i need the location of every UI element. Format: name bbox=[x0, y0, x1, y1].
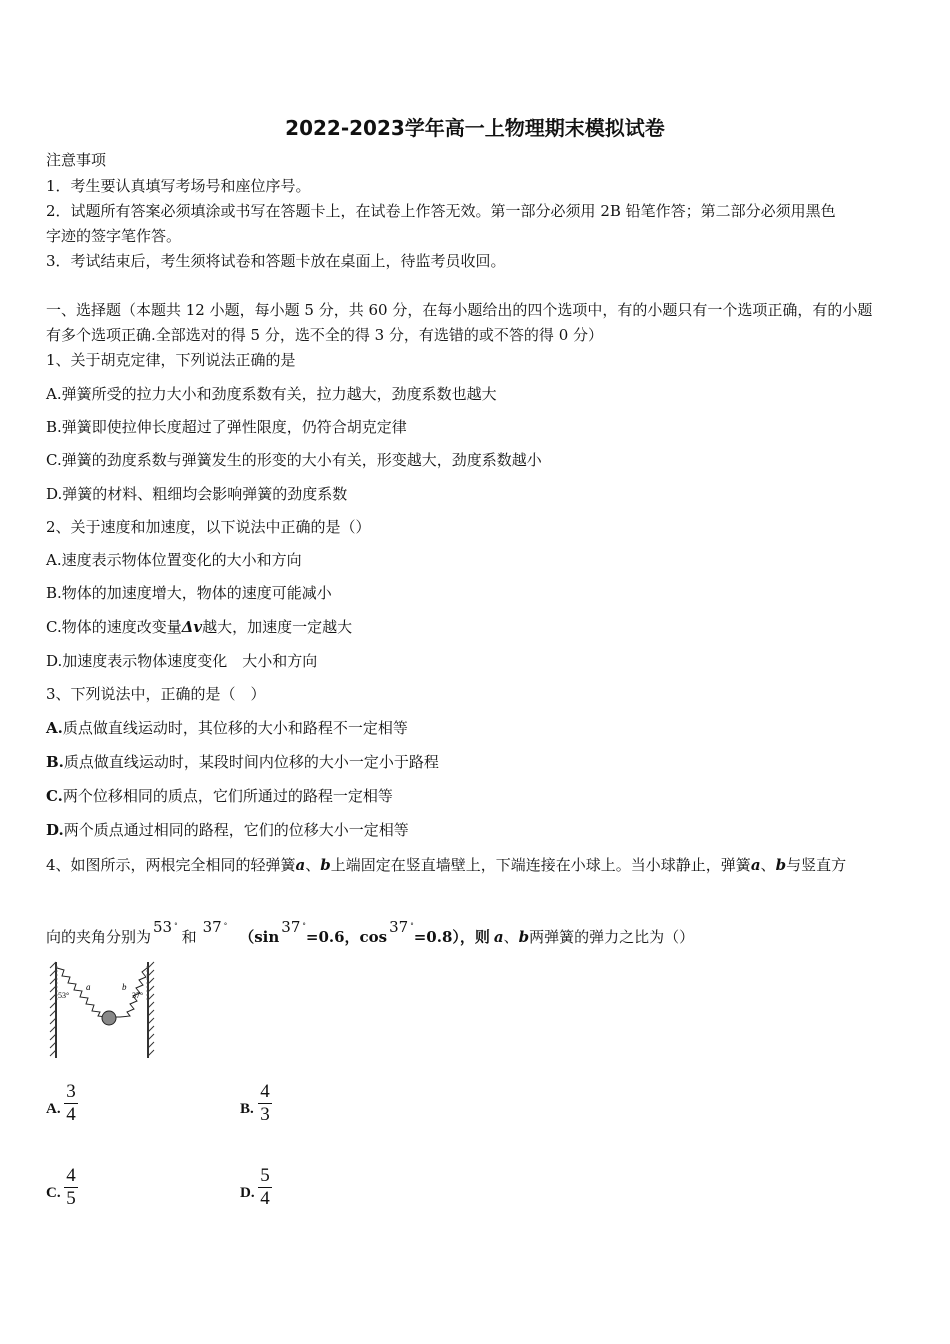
q2-option-c: C.物体的速度改变量Δv越大，加速度一定越大 bbox=[46, 618, 353, 636]
q2-option-a: A.速度表示物体位置变化的大小和方向 bbox=[46, 551, 302, 569]
q4-stem-line1: 4、如图所示，两根完全相同的轻弹簧a、b上端固定在竖直墙壁上，下端连接在小球上。当小球静止，弹簧a、b与竖直方 bbox=[46, 856, 847, 874]
ball bbox=[102, 1011, 116, 1025]
q4-option-d: D. $\frac{5}{4}$ bbox=[240, 1182, 300, 1202]
left-wall bbox=[50, 962, 56, 1058]
q4-option-a: A. $\frac{3}{4}$ bbox=[46, 1098, 106, 1118]
notice-item-3: 3．考试结束后，考生须将试卷和答题卡放在桌面上，待监考员收回。 bbox=[46, 252, 506, 270]
section-intro-line1: 一、选择题（本题共 12 小题，每小题 5 分，共 60 分，在每小题给出的四个选项中，有的小题只有一个选项正确，有的小题 bbox=[46, 301, 873, 319]
q3-option-c: C.两个位移相同的质点，它们所通过的路程一定相等 bbox=[46, 787, 393, 805]
q4-option-b: B. $\frac{4}{3}$ bbox=[240, 1098, 300, 1118]
q4-option-c: C. $\frac{4}{5}$ bbox=[46, 1182, 106, 1202]
spring-ball-figure bbox=[48, 960, 156, 1060]
exam-title: 2022-2023学年高一上物理期末模拟试卷 bbox=[285, 116, 665, 140]
angle-37-label: 37° bbox=[132, 991, 144, 1000]
fraction-4-3: $\frac{4}{3}$ bbox=[258, 1081, 272, 1126]
q3-option-d: D.两个质点通过相同的路程，它们的位移大小一定相等 bbox=[46, 821, 409, 839]
q1-stem: 1、关于胡克定律，下列说法正确的是 bbox=[46, 351, 296, 369]
q3-stem: 3、下列说法中，正确的是（ ） bbox=[46, 685, 266, 703]
fraction-4-5: $\frac{4}{5}$ bbox=[64, 1165, 78, 1210]
fraction-5-4: $\frac{5}{4}$ bbox=[258, 1165, 272, 1210]
notice-item-2-cont: 字迹的签字笔作答。 bbox=[46, 227, 182, 245]
notice-item-2: 2．试题所有答案必须填涂或书写在答题卡上，在试卷上作答无效。第一部分必须用 2B 铅笔作答；第二部分必须用黑色 bbox=[46, 202, 836, 220]
q2-stem: 2、关于速度和加速度，以下说法中正确的是（） bbox=[46, 518, 371, 536]
spring-b-label: b bbox=[122, 982, 127, 992]
q2-option-d: D.加速度表示物体速度变化 大小和方向 bbox=[46, 652, 318, 670]
angle-53-label: 53° bbox=[58, 991, 70, 1000]
q1-option-a: A.弹簧所受的拉力大小和劲度系数有关，拉力越大，劲度系数也越大 bbox=[46, 385, 497, 403]
q3-option-b: B.质点做直线运动时，某段时间内位移的大小一定小于路程 bbox=[46, 753, 439, 771]
q1-option-b: B.弹簧即使拉伸长度超过了弹性限度，仍符合胡克定律 bbox=[46, 418, 407, 436]
q1-option-c: C.弹簧的劲度系数与弹簧发生的形变的大小有关，形变越大，劲度系数越小 bbox=[46, 451, 542, 469]
section-intro-line2: 有多个选项正确.全部选对的得 5 分，选不全的得 3 分，有选错的或不答的得 0 分） bbox=[46, 326, 604, 344]
notice-heading: 注意事项 bbox=[46, 151, 107, 169]
q1-option-d: D.弹簧的材料、粗细均会影响弹簧的劲度系数 bbox=[46, 485, 348, 503]
right-wall bbox=[148, 962, 154, 1058]
notice-item-1: 1．考生要认真填写考场号和座位序号。 bbox=[46, 177, 311, 195]
q3-option-a: A.质点做直线运动时，其位移的大小和路程不一定相等 bbox=[46, 719, 408, 737]
q4-stem-line2: 向的夹角分别为$^{53}$ °和$^{37}$ $^\circ(\sin^{37}$ °=0.6，$\cos^{37} ^\circ=0.8$），则 a、b两弹簧的弹力之比为（） bbox=[46, 918, 695, 946]
fraction-3-4: $\frac{3}{4}$ bbox=[64, 1081, 78, 1126]
q2-option-b: B.物体的加速度增大，物体的速度可能减小 bbox=[46, 584, 332, 602]
spring-a-label: a bbox=[86, 982, 91, 992]
